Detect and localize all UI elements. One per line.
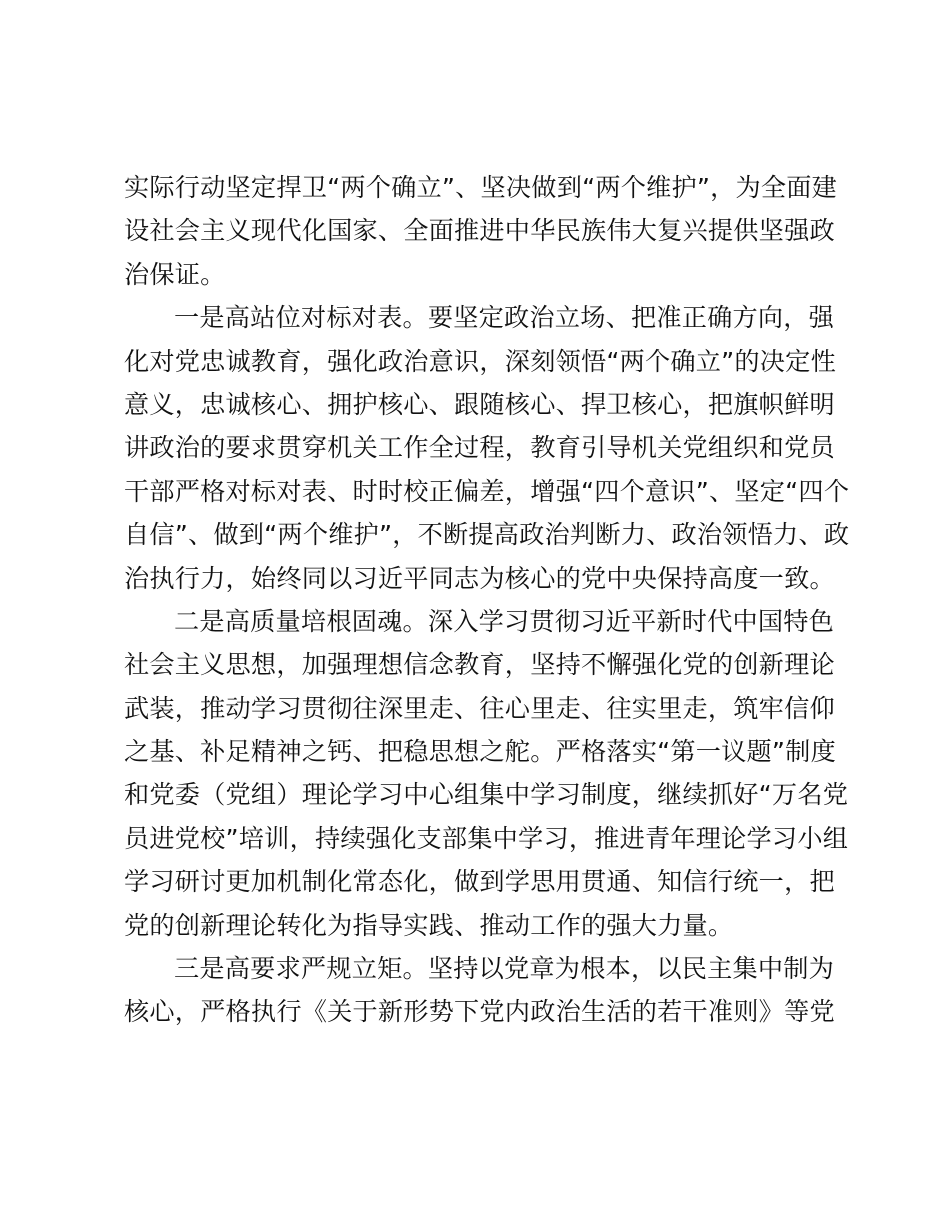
text-line: 治保证。 bbox=[124, 259, 226, 289]
text-line: 和党委（党组）理论学习中心组集中学习制度，继续抓好“万名党 bbox=[124, 780, 849, 810]
text-line: 党的创新理论转化为指导实践、推动工作的强大力量。 bbox=[124, 910, 734, 940]
text-line: 设社会主义现代化国家、全面推进中华民族伟大复兴提供坚强政 bbox=[124, 216, 835, 246]
paragraph-first-line: 一是高站位对标对表。要坚定政治立场、把准正确方向，强 bbox=[174, 303, 835, 333]
text-line: 社会主义思想，加强理想信念教育，坚持不懈强化党的创新理论 bbox=[124, 650, 835, 680]
text-line: 实际行动坚定捍卫“两个确立”、坚决做到“两个维护”，为全面建 bbox=[124, 173, 838, 202]
paragraph-first-line: 三是高要求严规立矩。坚持以党章为根本，以民主集中制为 bbox=[174, 954, 835, 984]
text-line: 员进党校”培训，持续强化支部集中学习，推进青年理论学习小组 bbox=[124, 823, 849, 853]
text-line: 学习研讨更加机制化常态化，做到学思用贯通、知信行统一，把 bbox=[124, 867, 835, 897]
text-line: 治执行力，始终同以习近平同志为核心的党中央保持高度一致。 bbox=[124, 563, 835, 593]
text-line: 意义，忠诚核心、拥护核心、跟随核心、捍卫核心，把旗帜鲜明 bbox=[124, 389, 835, 419]
text-line: 讲政治的要求贯穿机关工作全过程，教育引导机关党组织和党员 bbox=[124, 433, 835, 463]
text-line: 核心，严格执行《关于新形势下党内政治生活的若干准则》等党 bbox=[124, 997, 835, 1027]
document-body bbox=[124, 166, 850, 1034]
text-line: 武装，推动学习贯彻往深里走、往心里走、往实里走，筑牢信仰 bbox=[124, 693, 835, 723]
text-line: 自信”、做到“两个维护”，不断提高政治判断力、政治领悟力、政 bbox=[124, 520, 850, 550]
paragraph-first-line: 二是高质量培根固魂。深入学习贯彻习近平新时代中国特色 bbox=[174, 606, 835, 636]
text-line: 干部严格对标对表、时时校正偏差，增强“四个意识”、坚定“四个 bbox=[124, 476, 850, 506]
text-line: 之基、补足精神之钙、把稳思想之舵。严格落实“第一议题”制度 bbox=[124, 737, 836, 767]
text-line: 化对党忠诚教育，强化政治意识，深刻领悟“两个确立”的决定性 bbox=[124, 346, 836, 376]
